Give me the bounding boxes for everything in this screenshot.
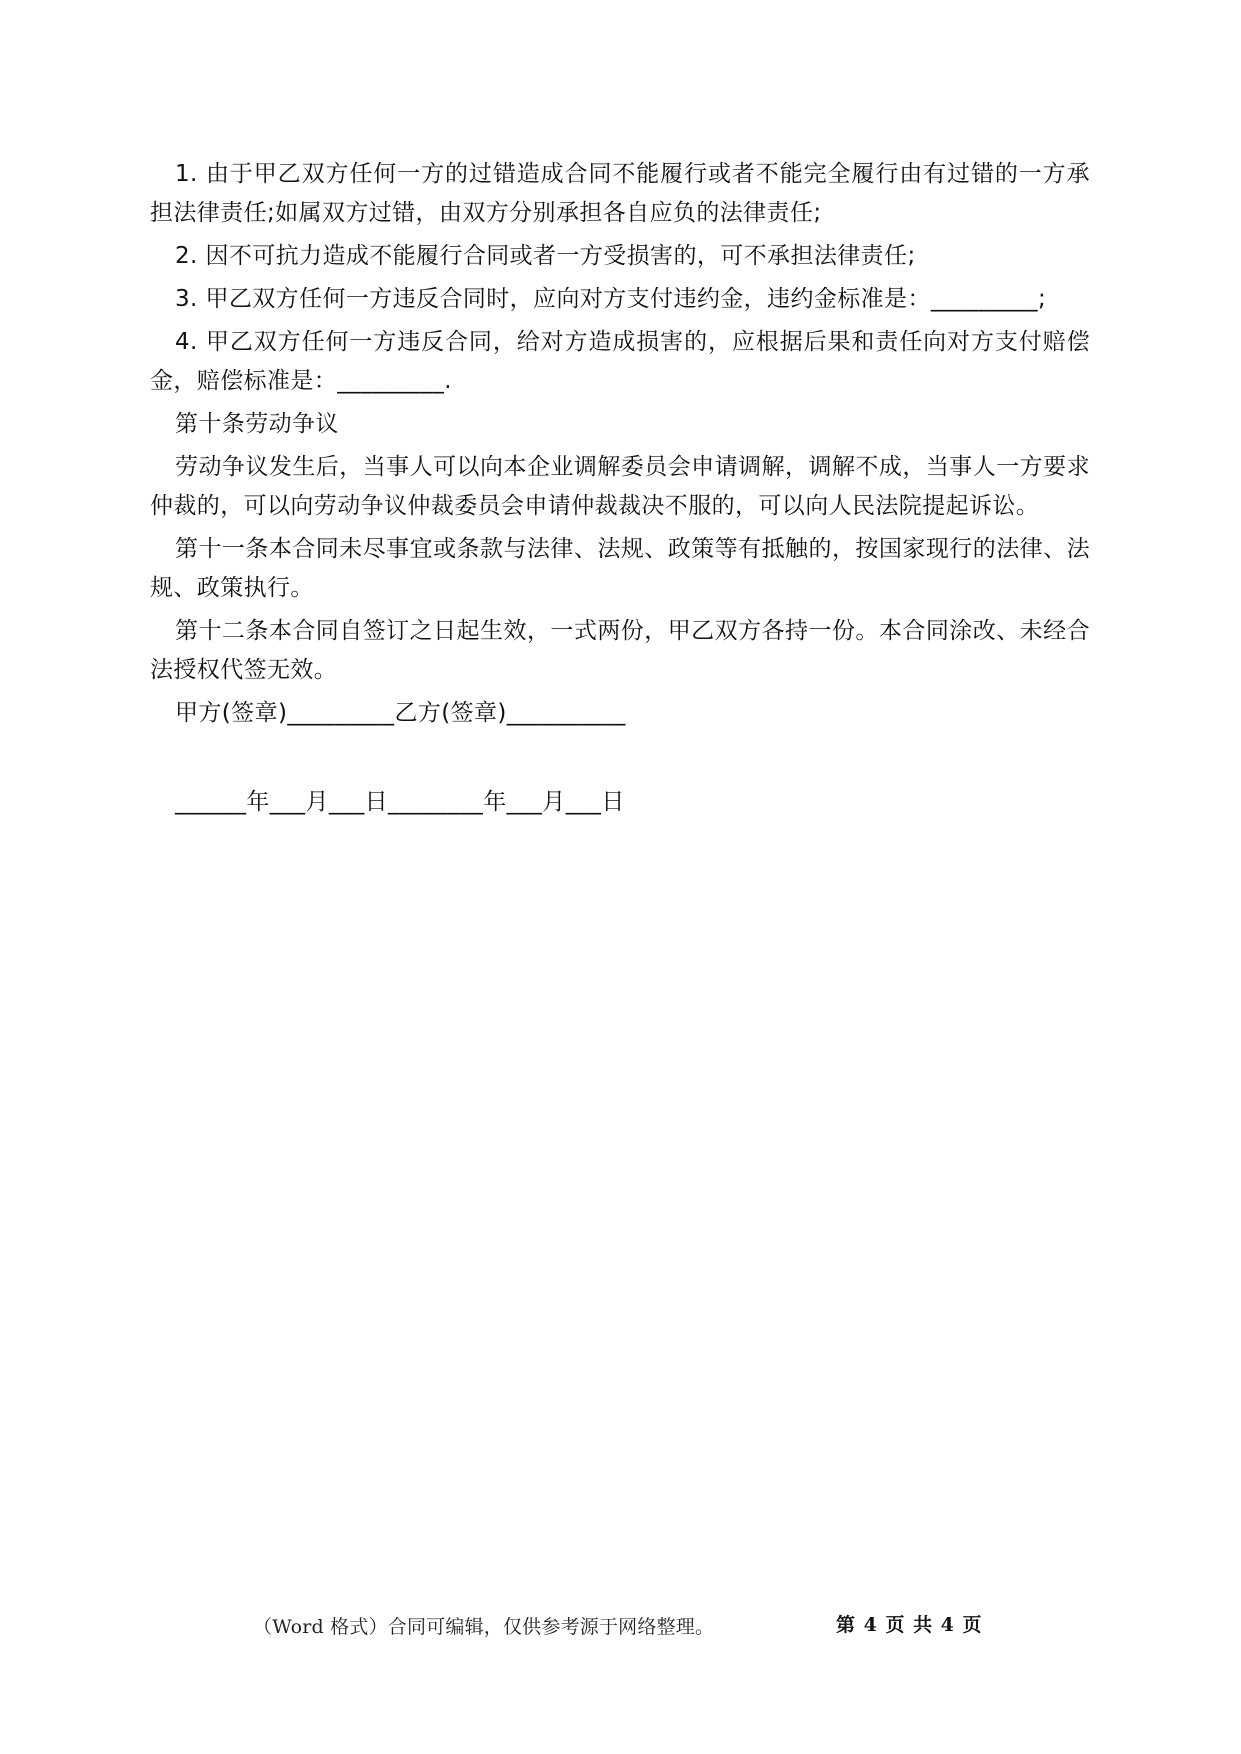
clause-1-paragraph: 1. 由于甲乙双方任何一方的过错造成合同不能履行或者不能完全履行由有过错的一方承担法律责任;如属双方过错，由双方分别承担各自应负的法律责任; <box>150 161 1090 226</box>
clause-4-paragraph: 4. 甲乙双方任何一方违反合同，给对方造成损害的，应根据后果和责任向对方支付赔偿金，赔偿标准是：_________. <box>150 329 1090 394</box>
clause-3-paragraph: 3. 甲乙双方任何一方违反合同时，应向对方支付违约金，违约金标准是：_________; <box>175 286 1047 312</box>
signature-line: 甲方(签章)_________乙方(签章)__________ <box>175 700 626 726</box>
footer-note: （Word 格式）合同可编辑，仅供参考源于网络整理。 <box>253 1616 715 1638</box>
article-11-paragraph: 第十一条本合同未尽事宜或条款与法律、法规、政策等有抵触的，按国家现行的法律、法规、政策执行。 <box>150 536 1090 601</box>
labor-dispute-paragraph: 劳动争议发生后，当事人可以向本企业调解委员会申请调解，调解不成，当事人一方要求仲裁的，可以向劳动争议仲裁委员会申请仲裁裁决不服的，可以向人民法院提起诉讼。 <box>150 454 1090 519</box>
article-12-paragraph: 第十二条本合同自签订之日起生效，一式两份，甲乙双方各持一份。本合同涂改、未经合法授权代签无效。 <box>150 618 1090 683</box>
page-indicator: 第 4 页 共 4 页 <box>836 1614 983 1636</box>
date-line: ______年___月___日________年___月___日 <box>175 789 625 815</box>
article-10-heading: 第十条劳动争议 <box>175 411 339 437</box>
document-body <box>150 155 1090 826</box>
clause-2-paragraph: 2. 因不可抗力造成不能履行合同或者一方受损害的，可不承担法律责任; <box>175 243 916 269</box>
